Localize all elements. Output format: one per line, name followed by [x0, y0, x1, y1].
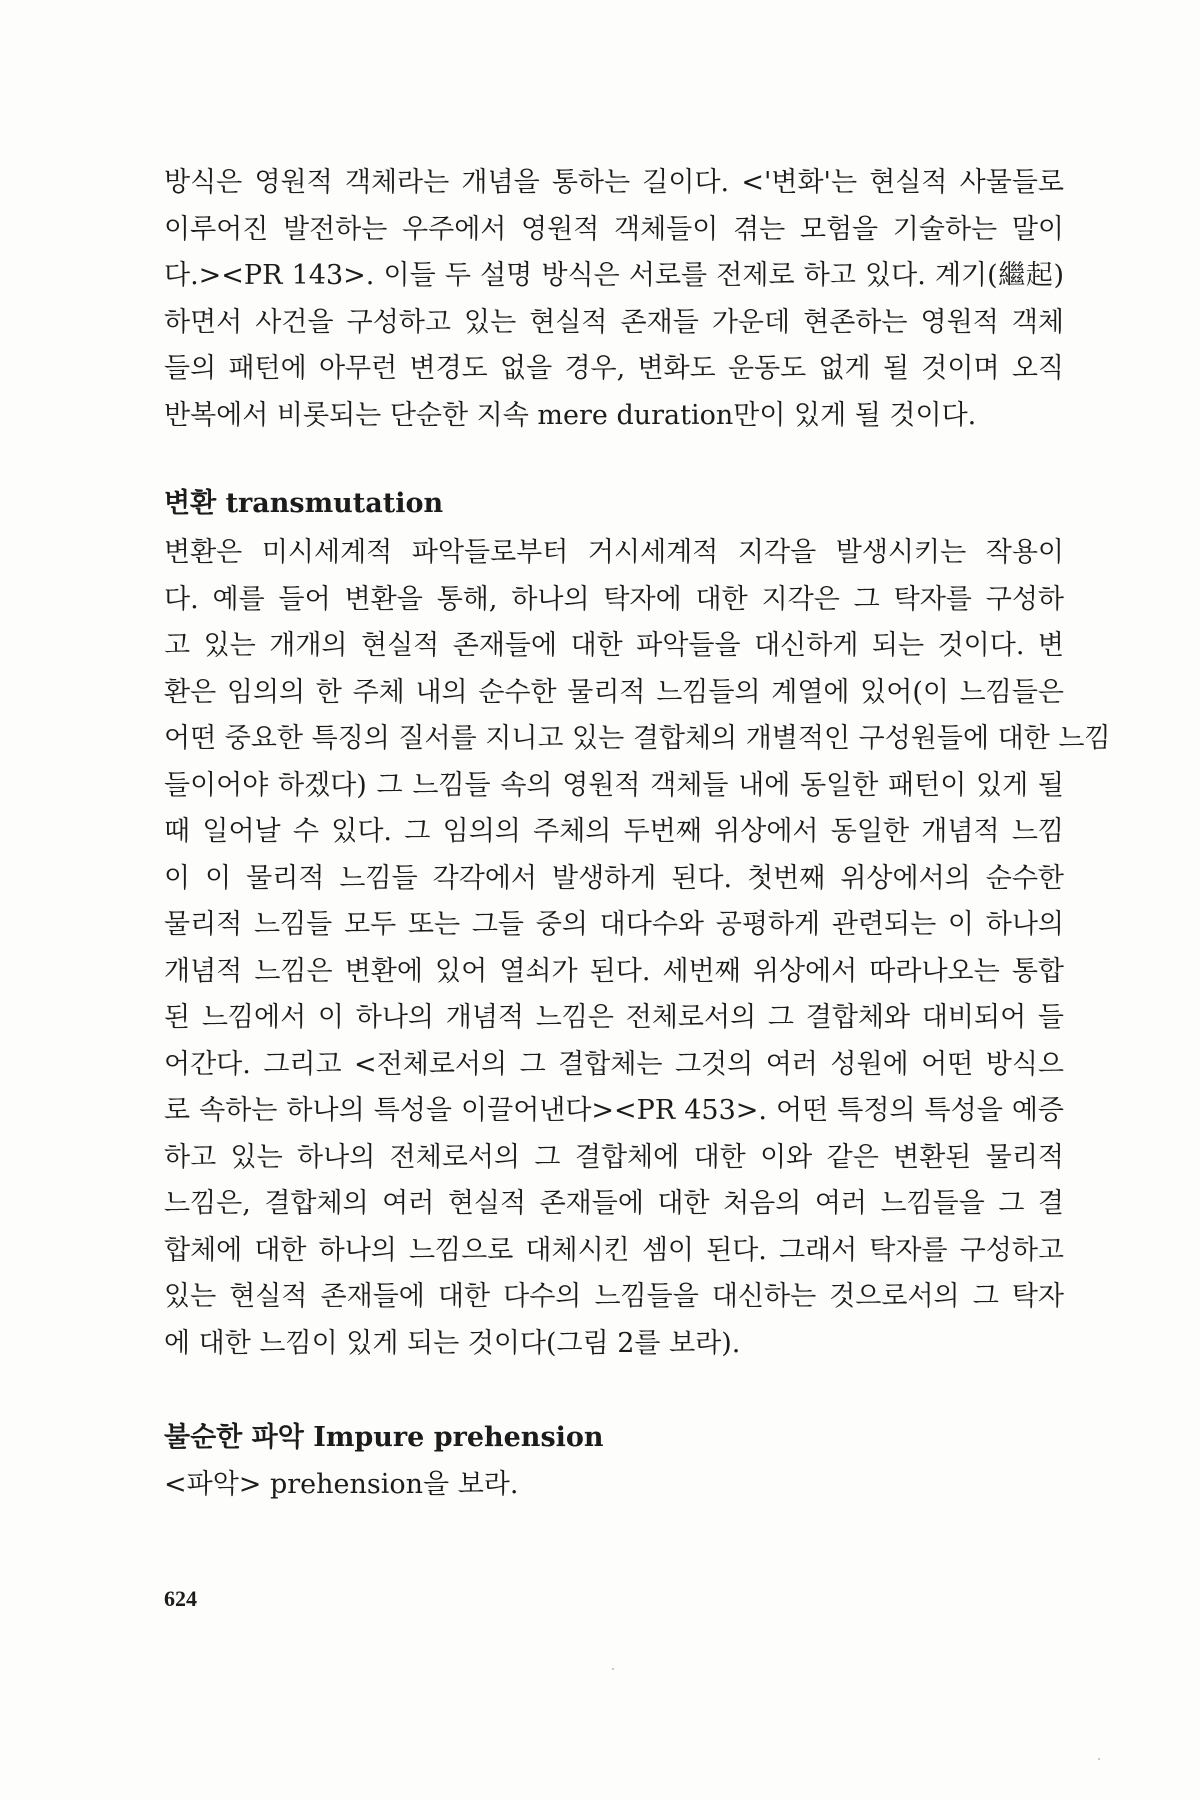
text-line: 된 느낌에서 이 하나의 개념적 느낌은 전체로서의 그 결합체와 대비되어 들	[164, 1002, 1064, 1033]
text-line: 물리적 느낌들 모두 또는 그들 중의 대다수와 공평하게 관련되는 이 하나의	[164, 909, 1064, 940]
scan-speck	[1098, 1758, 1100, 1760]
text-line: 하면서 사건을 구성하고 있는 현실적 존재들 가운데 현존하는 영원적 객체	[164, 306, 1064, 338]
text-line: 이 이 물리적 느낌들 각각에서 발생하게 된다. 첫번째 위상에서의 순수한	[164, 862, 1064, 894]
text-line: 고 있는 개개의 현실적 존재들에 대한 파악들을 대신하게 되는 것이다. 변	[164, 630, 1064, 661]
text-line: 들의 패턴에 아무런 변경도 없을 경우, 변화도 운동도 없게 될 것이며 오직	[164, 353, 1064, 384]
transmutation-paragraph	[164, 530, 1111, 1367]
section-heading-impure-prehension: 불순한 파악 Impure prehension	[164, 1422, 604, 1453]
text-line: 반복에서 비롯되는 단순한 지속 mere duration만이 있게 될 것이다.	[164, 399, 977, 431]
text-line: 다. 예를 들어 변환을 통해, 하나의 탁자에 대한 지각은 그 탁자를 구성하	[164, 583, 1064, 615]
page-number: 624	[164, 1586, 197, 1611]
text-line: 로 속하는 하나의 특성을 이끌어낸다><PR 453>. 어떤 특정의 특성을 예증	[164, 1095, 1064, 1126]
scan-speck	[612, 1668, 614, 1670]
text-line: 느낌은, 결합체의 여러 현실적 존재들에 대한 처음의 여러 느낌들을 그 결	[164, 1188, 1064, 1219]
impure-prehension-paragraph	[164, 1462, 1064, 1509]
text-line: 합체에 대한 하나의 느낌으로 대체시킨 셈이 된다. 그래서 탁자를 구성하고	[164, 1234, 1064, 1266]
text-line: 방식은 영원적 객체라는 개념을 통하는 길이다. <'변화'는 현실적 사물들로	[164, 167, 1064, 198]
text-line: 변환은 미시세계적 파악들로부터 거시세계적 지각을 발생시키는 작용이	[164, 537, 1064, 568]
text-line: 들이어야 하겠다) 그 느낌들 속의 영원적 객체들 내에 동일한 패턴이 있게 될	[164, 769, 1064, 801]
text-line: 환은 임의의 한 주체 내의 순수한 물리적 느낌들의 계열에 있어(이 느낌들은	[164, 676, 1064, 708]
intro-paragraph	[164, 160, 1064, 439]
text-line: 어떤 중요한 특징의 질서를 지니고 있는 결합체의 개별적인 구성원들에 대한 느낌	[164, 723, 1111, 754]
text-line: 어간다. 그리고 <전체로서의 그 결합체는 그것의 여러 성원에 어떤 방식으	[164, 1048, 1064, 1080]
text-line: 때 일어날 수 있다. 그 임의의 주체의 두번째 위상에서 동일한 개념적 느낌	[164, 816, 1064, 847]
text-line: 있는 현실적 존재들에 대한 다수의 느낌들을 대신하는 것으로서의 그 탁자	[164, 1281, 1064, 1312]
text-line: 개념적 느낌은 변환에 있어 열쇠가 된다. 세번째 위상에서 따라나오는 통합	[164, 955, 1064, 987]
text-line: 에 대한 느낌이 있게 되는 것이다(그림 2를 보라).	[164, 1327, 741, 1359]
section-heading-transmutation: 변환 transmutation	[164, 488, 444, 519]
text-line: 다.><PR 143>. 이들 두 설명 방식은 서로를 전제로 하고 있다. 계기(繼起)	[164, 260, 1064, 291]
text-line: 하고 있는 하나의 전체로서의 그 결합체에 대한 이와 같은 변환된 물리적	[164, 1141, 1064, 1173]
text-line: <파악> prehension을 보라.	[164, 1469, 519, 1500]
text-line: 이루어진 발전하는 우주에서 영원적 객체들이 겪는 모험을 기술하는 말이	[164, 213, 1064, 245]
